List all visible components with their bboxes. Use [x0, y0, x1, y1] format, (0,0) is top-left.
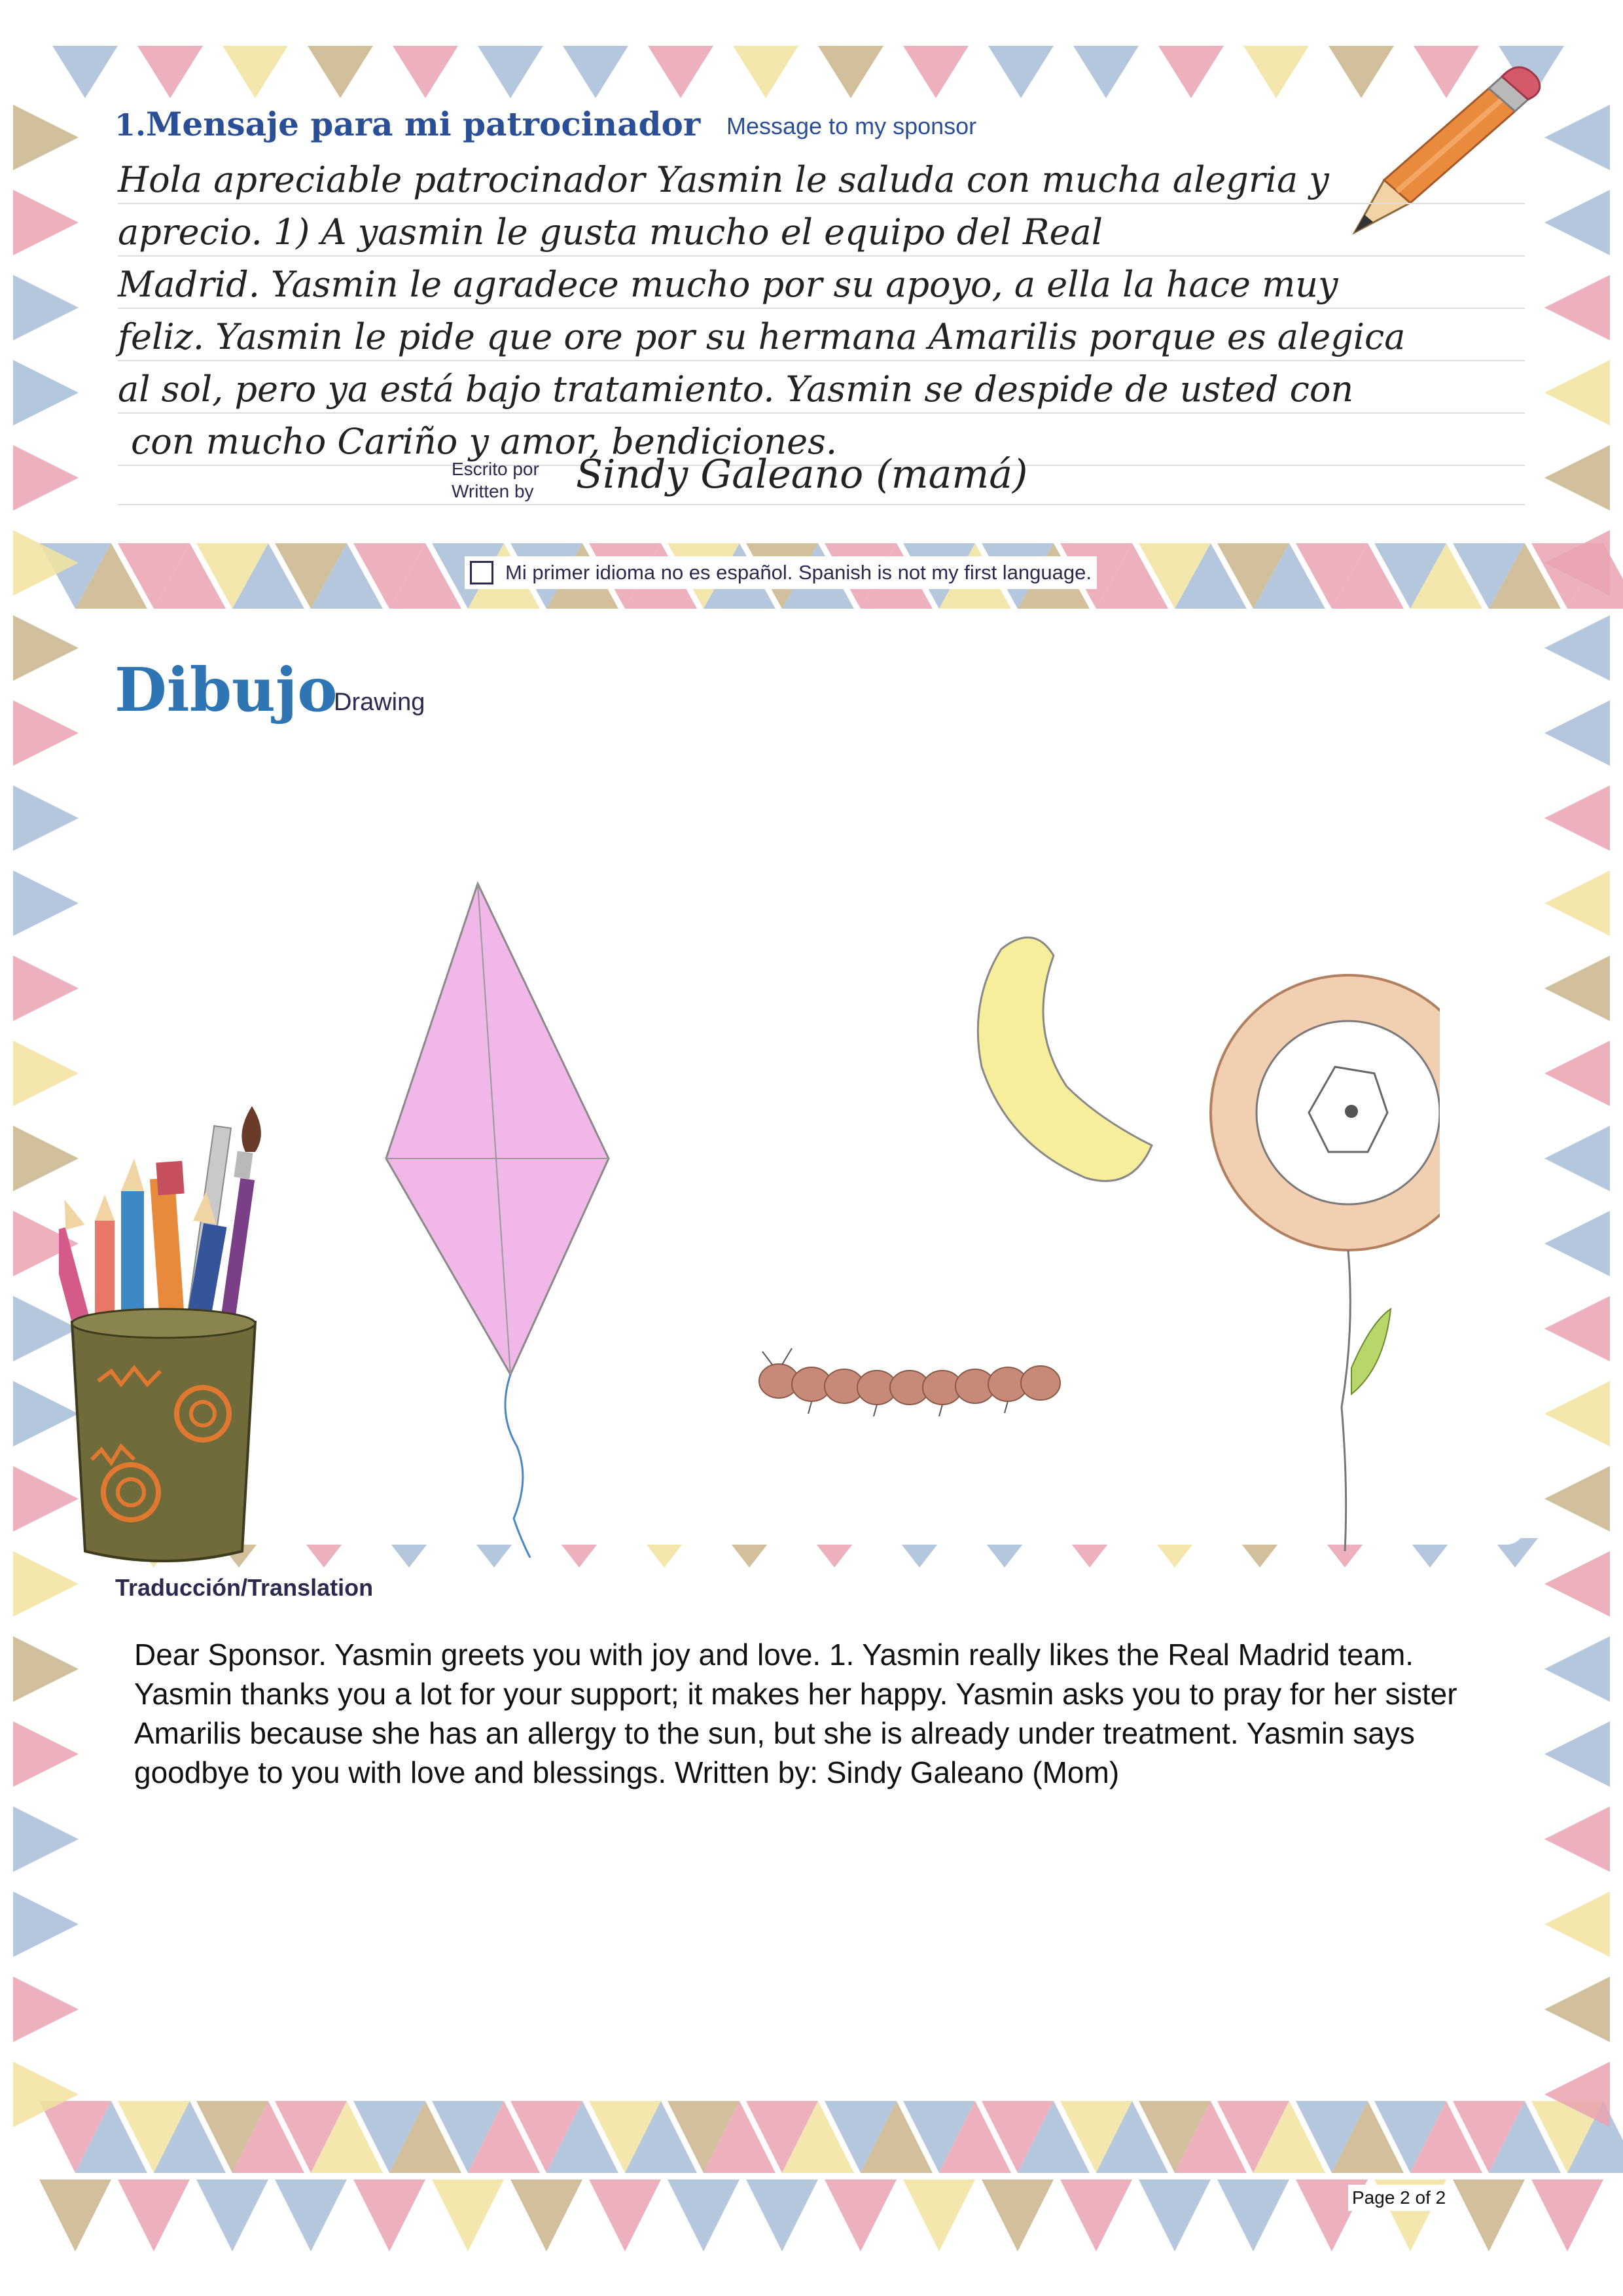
pennant: [1544, 1636, 1610, 1702]
handwritten-line: Hola apreciable patrocinador Yasmin le saluda con mucha alegria y: [118, 159, 1329, 200]
pennant: [1544, 190, 1610, 255]
pennant: [1158, 46, 1224, 98]
pennant: [52, 46, 118, 98]
pennant: [1544, 1806, 1610, 1872]
pennant: [13, 1892, 79, 1957]
pennant: [13, 1721, 79, 1787]
pennant: [1544, 1466, 1610, 1532]
pennant: [1544, 1211, 1610, 1276]
pennant: [1243, 46, 1309, 98]
pennant: [13, 700, 79, 766]
pennant: [1060, 2179, 1132, 2251]
pencil-cup-illustration: [59, 1106, 294, 1564]
pennant: [13, 615, 79, 681]
pennant: [13, 360, 79, 425]
pennant: [1544, 956, 1610, 1021]
pennant: [13, 1977, 79, 2042]
handwritten-line: aprecio. 1) A yasmin le gusta mucho el equipo del Real: [118, 211, 1103, 253]
language-checkbox-row[interactable]: [465, 556, 1097, 589]
page-number: Page 2 of 2: [1348, 2185, 1450, 2211]
pennant: [478, 46, 543, 98]
pennant: [1544, 1381, 1610, 1446]
pennant: [1544, 1296, 1610, 1361]
pennant: [1544, 785, 1610, 851]
written-by-es: Escrito por: [452, 459, 539, 479]
pennant: [13, 956, 79, 1021]
pennant: [1139, 2179, 1211, 2251]
pennant: [1531, 2179, 1603, 2251]
pennant: [818, 46, 883, 98]
pennant: [988, 46, 1054, 98]
written-by-en: Written by: [452, 481, 534, 501]
pennant: [1544, 700, 1610, 766]
pennant: [746, 2179, 818, 2251]
pennant: [589, 2179, 661, 2251]
pennant: [223, 46, 288, 98]
message-heading: [115, 105, 1031, 151]
handwritten-line: con mucho Cariño y amor, bendiciones.: [131, 421, 837, 462]
pennant: [13, 1636, 79, 1702]
message-title: Mensaje para mi patrocinador: [146, 105, 701, 143]
handwritten-line: Madrid. Yasmin le agradece mucho por su apoyo, a ella la hace muy: [118, 264, 1338, 305]
pennant: [510, 2179, 582, 2251]
pennant: [1544, 1721, 1610, 1787]
language-checkbox-label: Mi primer idioma no es español. Spanish is not my first language.: [505, 561, 1092, 584]
pennant: [393, 46, 458, 98]
child-drawing: [380, 870, 1440, 1558]
pennant: [196, 2179, 268, 2251]
signature: Sindy Galeano (mamá): [576, 452, 1028, 497]
pennant: [1544, 1041, 1610, 1106]
pennant: [13, 190, 79, 255]
pennant: [1544, 445, 1610, 511]
caterpillar-drawing: [759, 1348, 1060, 1416]
pennant: [1544, 1551, 1610, 1617]
banana-drawing: [978, 937, 1152, 1181]
pennant: [1073, 46, 1139, 98]
pennant: [982, 2179, 1054, 2251]
pennant: [1544, 1977, 1610, 2042]
translation-text: Dear Sponsor. Yasmin greets you with joy and love. 1. Yasmin really likes the Real Madrid team. Yasmin thanks you a lot for your support; it makes her happy. Yasmin asks you to pray for her sister Amarilis because she has an allergy to the sun, but she is already under treatment. Yasmin says goodbye to you with love and blessings. Written by: Sindy Galeano (Mom): [134, 1638, 1457, 1789]
handwritten-line: al sol, pero ya está bajo tratamiento. Yasmin se despide de usted con: [118, 368, 1354, 410]
pennant: [648, 46, 713, 98]
pennant: [13, 1041, 79, 1106]
drawing-title: Dibujo: [115, 655, 338, 725]
pennant: [118, 2179, 190, 2251]
pennant: [1544, 275, 1610, 340]
message-number: 1.: [115, 107, 147, 143]
pennant: [13, 275, 79, 340]
translation-title: Traducción/Translation: [111, 1574, 377, 1602]
pennant: [668, 2179, 740, 2251]
pennant: [308, 46, 373, 98]
pennant: [903, 46, 969, 98]
pennant: [13, 785, 79, 851]
written-by-label: [452, 458, 556, 503]
drawing-subtitle: Drawing: [334, 689, 425, 716]
pennant: [13, 105, 79, 170]
drawing-heading: [115, 655, 507, 726]
pennant: [13, 445, 79, 511]
language-checkbox[interactable]: [470, 561, 493, 584]
pennant: [1544, 615, 1610, 681]
kite-drawing: [386, 884, 609, 1374]
handwritten-line: feliz. Yasmin le pide que ore por su hermana Amarilis porque es alegica: [118, 316, 1406, 357]
pennant: [1217, 2179, 1289, 2251]
pennant: [563, 46, 628, 98]
pennant: [1544, 870, 1610, 936]
pennant: [1453, 2179, 1525, 2251]
pennant: [39, 2179, 111, 2251]
pennant: [432, 2179, 504, 2251]
pennant: [13, 870, 79, 936]
pennant: [825, 2179, 897, 2251]
message-subtitle: Message to my sponsor: [726, 113, 977, 139]
pennant: [733, 46, 798, 98]
pennant: [1544, 1892, 1610, 1957]
pennant: [353, 2179, 425, 2251]
pennant: [903, 2179, 975, 2251]
pennant: [13, 1806, 79, 1872]
pennant: [1544, 105, 1610, 170]
pennant: [1544, 360, 1610, 425]
pennant: [137, 46, 203, 98]
pennant: [275, 2179, 347, 2251]
pennant: [1544, 1126, 1610, 1191]
